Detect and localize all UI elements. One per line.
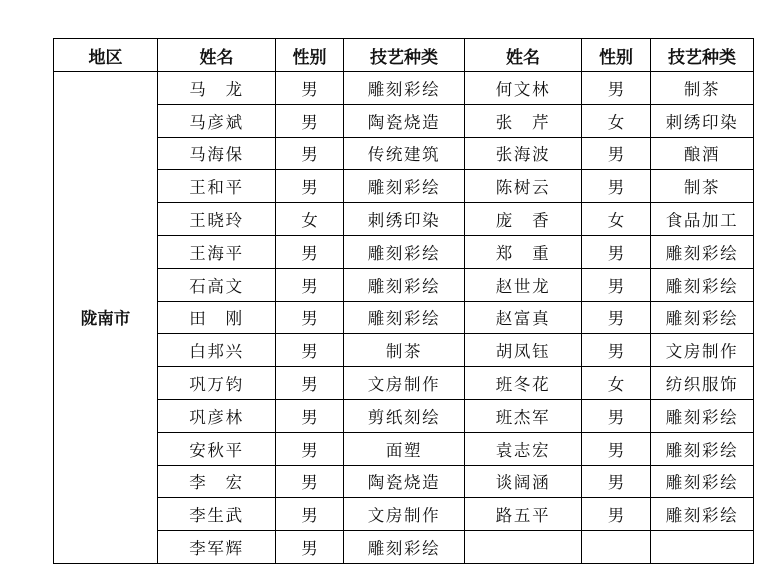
craft-cell: 剪纸刻绘 xyxy=(344,399,465,432)
name-cell: 赵世龙 xyxy=(465,268,582,301)
name-cell: 马彦斌 xyxy=(158,104,276,137)
gender-cell: 男 xyxy=(582,137,651,170)
name-cell: 马 龙 xyxy=(158,72,276,105)
craft-cell: 雕刻彩绘 xyxy=(651,301,754,334)
table-row xyxy=(54,465,754,498)
gender-cell: 男 xyxy=(276,137,344,170)
gender-cell: 男 xyxy=(276,268,344,301)
table-row xyxy=(54,367,754,400)
name-cell: 李军辉 xyxy=(158,531,276,564)
header-craft: 技艺种类 xyxy=(344,39,465,72)
name-cell: 陈树云 xyxy=(465,170,582,203)
gender-cell: 男 xyxy=(582,170,651,203)
region-cell: 陇南市 xyxy=(54,72,158,564)
gender-cell: 女 xyxy=(582,104,651,137)
craft-cell: 制茶 xyxy=(651,72,754,105)
header-name: 姓名 xyxy=(158,39,276,72)
name-cell: 田 刚 xyxy=(158,301,276,334)
name-cell: 马海保 xyxy=(158,137,276,170)
table-row xyxy=(54,104,754,137)
name-cell: 路五平 xyxy=(465,498,582,531)
name-cell: 巩彦林 xyxy=(158,399,276,432)
gender-cell: 男 xyxy=(582,334,651,367)
table-row xyxy=(54,432,754,465)
table-row xyxy=(54,498,754,531)
header-gender: 性别 xyxy=(276,39,344,72)
craft-cell: 食品加工 xyxy=(651,203,754,236)
name-cell: 胡凤钰 xyxy=(465,334,582,367)
gender-cell: 男 xyxy=(276,170,344,203)
gender-cell: 男 xyxy=(582,498,651,531)
name-cell: 白邦兴 xyxy=(158,334,276,367)
craft-cell: 雕刻彩绘 xyxy=(651,432,754,465)
gender-cell: 男 xyxy=(276,334,344,367)
gender-cell: 男 xyxy=(582,432,651,465)
craft-cell xyxy=(651,531,754,564)
gender-cell: 男 xyxy=(276,235,344,268)
craft-cell: 纺织服饰 xyxy=(651,367,754,400)
table-row xyxy=(54,531,754,564)
craft-cell: 雕刻彩绘 xyxy=(651,399,754,432)
craft-cell: 文房制作 xyxy=(344,367,465,400)
header-gender: 性别 xyxy=(582,39,651,72)
name-cell: 巩万钧 xyxy=(158,367,276,400)
gender-cell: 男 xyxy=(582,268,651,301)
craft-cell: 刺绣印染 xyxy=(344,203,465,236)
name-cell: 石高文 xyxy=(158,268,276,301)
table-row xyxy=(54,203,754,236)
table-row xyxy=(54,72,754,105)
craft-cell: 雕刻彩绘 xyxy=(651,235,754,268)
name-cell: 李生武 xyxy=(158,498,276,531)
craft-cell: 雕刻彩绘 xyxy=(344,531,465,564)
table-row xyxy=(54,170,754,203)
gender-cell: 男 xyxy=(582,465,651,498)
craft-cell: 雕刻彩绘 xyxy=(651,268,754,301)
craft-cell: 雕刻彩绘 xyxy=(344,170,465,203)
gender-cell: 男 xyxy=(582,235,651,268)
craft-cell: 雕刻彩绘 xyxy=(651,498,754,531)
header-row xyxy=(54,39,754,72)
craft-cell: 制茶 xyxy=(651,170,754,203)
gender-cell: 男 xyxy=(276,301,344,334)
header-craft: 技艺种类 xyxy=(651,39,754,72)
gender-cell: 男 xyxy=(276,399,344,432)
name-cell: 王和平 xyxy=(158,170,276,203)
gender-cell: 女 xyxy=(276,203,344,236)
craft-cell: 陶瓷烧造 xyxy=(344,465,465,498)
name-cell: 班杰军 xyxy=(465,399,582,432)
name-cell: 王海平 xyxy=(158,235,276,268)
gender-cell: 男 xyxy=(276,72,344,105)
gender-cell: 男 xyxy=(276,498,344,531)
name-cell: 赵富真 xyxy=(465,301,582,334)
name-cell: 李 宏 xyxy=(158,465,276,498)
craft-cell: 刺绣印染 xyxy=(651,104,754,137)
gender-cell: 女 xyxy=(582,367,651,400)
gender-cell: 男 xyxy=(276,465,344,498)
craft-cell: 文房制作 xyxy=(651,334,754,367)
gender-cell: 男 xyxy=(582,72,651,105)
header-name: 姓名 xyxy=(465,39,582,72)
craft-cell: 雕刻彩绘 xyxy=(344,72,465,105)
craft-cell: 传统建筑 xyxy=(344,137,465,170)
craft-cell: 雕刻彩绘 xyxy=(344,268,465,301)
craft-cell: 雕刻彩绘 xyxy=(344,301,465,334)
table-row xyxy=(54,235,754,268)
name-cell xyxy=(465,531,582,564)
table-row xyxy=(54,399,754,432)
craft-cell: 雕刻彩绘 xyxy=(651,465,754,498)
gender-cell: 男 xyxy=(276,104,344,137)
name-cell: 谈阔涵 xyxy=(465,465,582,498)
gender-cell: 女 xyxy=(582,203,651,236)
table-row xyxy=(54,137,754,170)
craft-cell: 文房制作 xyxy=(344,498,465,531)
craft-cell: 酿酒 xyxy=(651,137,754,170)
table-row xyxy=(54,301,754,334)
name-cell: 张 芹 xyxy=(465,104,582,137)
name-cell: 王晓玲 xyxy=(158,203,276,236)
gender-cell: 男 xyxy=(582,301,651,334)
gender-cell: 男 xyxy=(276,367,344,400)
gender-cell xyxy=(582,531,651,564)
name-cell: 安秋平 xyxy=(158,432,276,465)
table-row xyxy=(54,334,754,367)
craft-cell: 陶瓷烧造 xyxy=(344,104,465,137)
craft-cell: 雕刻彩绘 xyxy=(344,235,465,268)
gender-cell: 男 xyxy=(276,432,344,465)
gender-cell: 男 xyxy=(276,531,344,564)
name-cell: 郑 重 xyxy=(465,235,582,268)
name-cell: 何文林 xyxy=(465,72,582,105)
craft-cell: 面塑 xyxy=(344,432,465,465)
name-cell: 袁志宏 xyxy=(465,432,582,465)
craft-cell: 制茶 xyxy=(344,334,465,367)
table-row xyxy=(54,268,754,301)
gender-cell: 男 xyxy=(582,399,651,432)
name-cell: 张海波 xyxy=(465,137,582,170)
artisan-table xyxy=(53,38,754,564)
name-cell: 班冬花 xyxy=(465,367,582,400)
name-cell: 庞 香 xyxy=(465,203,582,236)
header-region: 地区 xyxy=(54,39,158,72)
